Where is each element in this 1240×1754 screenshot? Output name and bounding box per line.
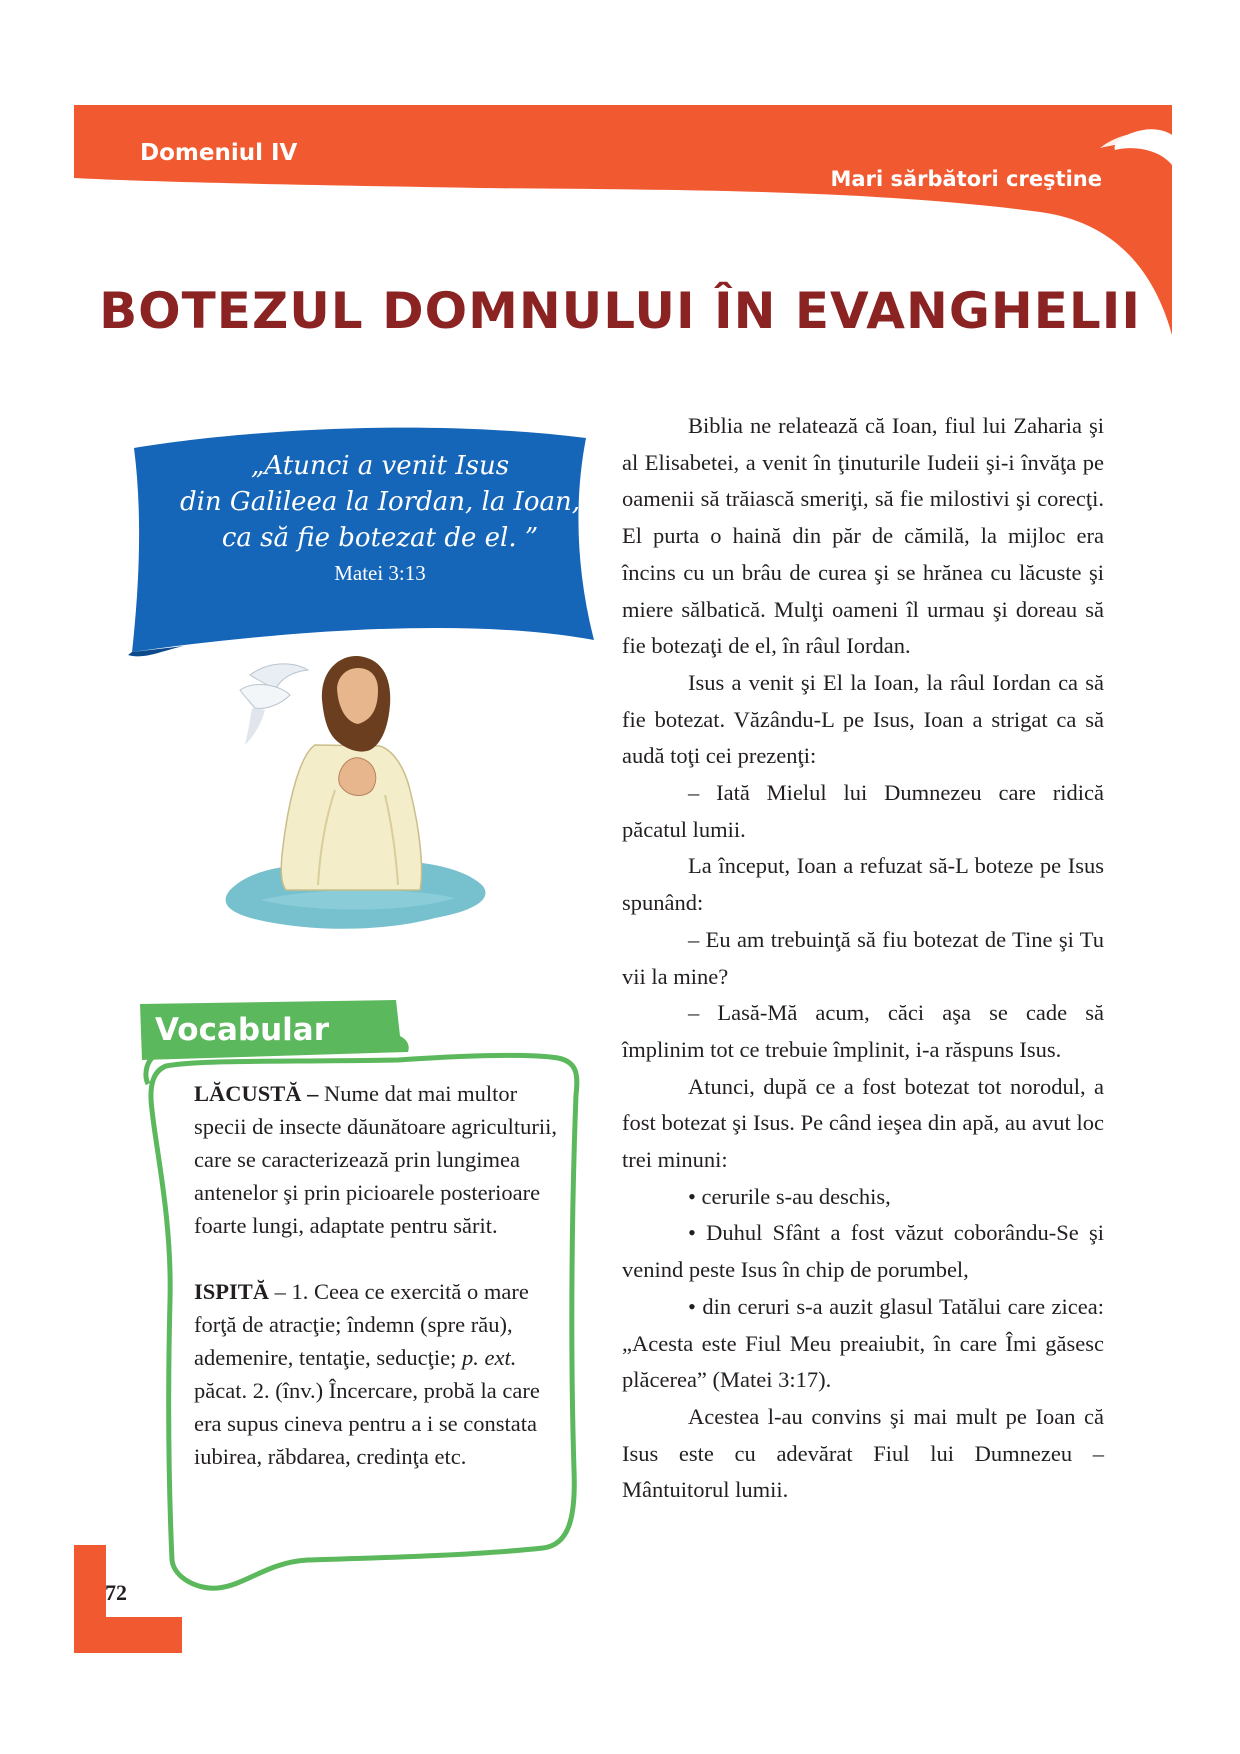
section-label: Mari sărbători creştine xyxy=(830,167,1102,191)
quote-text: „Atunci a venit Isus din Galileea la Iordan, la Ioan, ca să fie botezat de el. ” xyxy=(179,451,581,553)
page-number: 72 xyxy=(105,1580,127,1605)
vocab-abbreviation: p. ext. xyxy=(462,1345,517,1370)
paragraph: Atunci, după ce a fost botezat tot norodul, a fost botezat şi Isus. Pe când ieşea din apă, au avut loc trei minuni: xyxy=(622,1073,1104,1173)
page-corner-marker xyxy=(74,1545,184,1655)
domain-label: Domeniul IV xyxy=(140,140,298,166)
vocab-term: LĂCUSTĂ – xyxy=(194,1081,319,1106)
quote-box xyxy=(150,448,610,588)
page-title: BOTEZUL DOMNULUI ÎN EVANGHELII xyxy=(99,282,1141,340)
dove-icon xyxy=(240,664,308,745)
vocab-entry-ispita xyxy=(194,1275,564,1473)
dialogue-line: – Lasă-Mă acum, căci aşa se cade să împlinim tot ce trebuie împlinit, i-a răspuns Isus. xyxy=(622,1000,1104,1062)
jesus-baptism-illustration xyxy=(220,650,500,950)
vocab-definition: Nume dat mai multor specii de insecte dăunătoare agriculturii, care se caracterizează prin lungimea antenelor şi prin picioarele posterioare foarte lungi, adaptate pentru sărit. xyxy=(194,1081,557,1238)
vocab-definition: – 1. Ceea ce exercită o mare forţă de atracţie; îndemn (spre rău), ademenire, tentaţie, seducţie; xyxy=(194,1279,529,1370)
bullet-item: • din ceruri s-a auzit glasul Tatălui care zicea: „Acesta este Fiul Meu preaiubit, în care Îmi găsesc plăcerea” (Matei 3:17). xyxy=(622,1293,1104,1393)
bullet-item: • Duhul Sfânt a fost văzut coborându-Se şi venind peste Isus în chip de porumbel, xyxy=(622,1220,1104,1283)
main-text xyxy=(622,408,1104,1509)
vocab-entry-lacusta xyxy=(194,1077,564,1242)
paragraph: Isus a venit şi El la Ioan, la râul Iordan ca să fie botezat. Văzându-L pe Isus, Ioan a strigat ca să audă toţi cei prezenţi: xyxy=(622,669,1104,769)
dialogue-line: – Eu am trebuinţă să fiu botezat de Tine şi Tu vii la mine? xyxy=(622,926,1104,989)
dialogue-line: – Iată Mielul lui Dumnezeu care ridică păcatul lumii. xyxy=(622,780,1104,842)
vocabulary-list xyxy=(194,1077,564,1506)
vocabulary-title: Vocabular xyxy=(155,1012,329,1048)
quote-reference: Matei 3:13 xyxy=(334,561,426,585)
vocab-definition: păcat. 2. (înv.) Încercare, probă la care era supus cineva pentru a i se constata iubirea, răbdarea, credinţa etc. xyxy=(194,1378,540,1469)
paragraph: La început, Ioan a refuzat să-L boteze pe Isus spunând: xyxy=(622,853,1104,916)
bullet-item: • cerurile s-au deschis, xyxy=(688,1183,891,1209)
vocab-term: ISPITĂ xyxy=(194,1279,270,1304)
paragraph: Biblia ne relatează că Ioan, fiul lui Zaharia şi al Elisabetei, a venit în ţinuturile Iudeii şi-i învăţa pe oamenii să trăiască smeriţi, să fie milostivi şi corecţi. El purta o haină din păr de cămilă, la mijloc era încins cu un brâu de curea şi se hrănea cu lăcuste şi miere sălbatică. Mulţi oameni îl urmau şi doreau să fie botezaţi de el, în râul Iordan. xyxy=(622,413,1104,659)
paragraph: Acestea l-au convins şi mai mult pe Ioan că Isus este cu adevărat Fiul lui Dumnezeu – Mântuitorul lumii. xyxy=(622,1403,1104,1503)
